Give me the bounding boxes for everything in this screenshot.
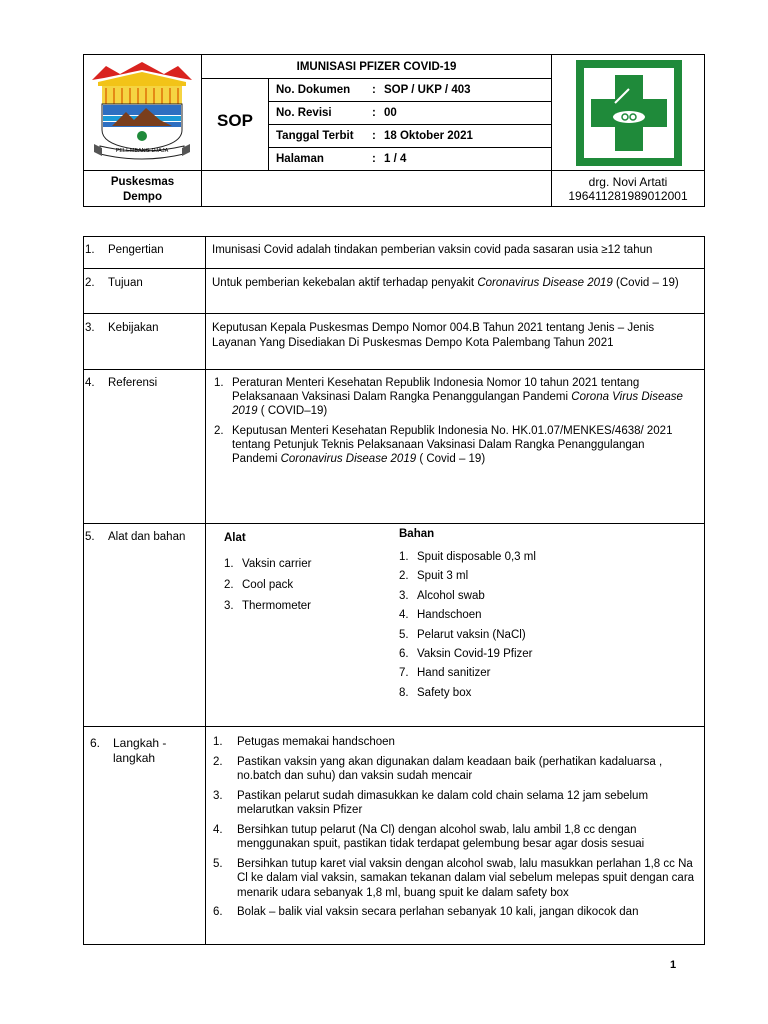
org-name-line1: Puskesmas bbox=[110, 176, 175, 188]
section-number-3: 3. bbox=[85, 322, 95, 334]
list-item: 6. Vaksin Covid-19 Pfizer bbox=[399, 647, 533, 660]
logo-banner-text: PELEMBANG DJAJA bbox=[115, 148, 169, 154]
page-sep: : bbox=[372, 153, 376, 165]
list-item: 6. Bolak – balik vial vaksin secara perlahan sebanyak 10 kali, jangan dikocok dan bbox=[213, 906, 639, 918]
signer-id: 196411281989012001 bbox=[568, 189, 688, 203]
referensi-list bbox=[214, 376, 684, 466]
list-item: 1. Petugas memakai handschoen bbox=[213, 736, 395, 748]
puskesmas-cross-logo bbox=[575, 59, 683, 167]
list-item: 8. Safety box bbox=[399, 686, 472, 699]
sop-label: SOP bbox=[217, 111, 253, 130]
doc-number-value: SOP / UKP / 403 bbox=[384, 84, 471, 96]
revision-label: No. Revisi bbox=[276, 107, 332, 119]
section-label-referensi: Referensi bbox=[108, 377, 158, 389]
section-label-tujuan: Tujuan bbox=[108, 277, 143, 289]
section-label-langkah-2: langkah bbox=[113, 751, 156, 765]
list-item: 2. Spuit 3 ml bbox=[399, 570, 469, 583]
issue-date-label: Tanggal Terbit bbox=[276, 130, 354, 142]
list-item: 1. Vaksin carrier bbox=[224, 558, 312, 570]
pengertian-text: Imunisasi Covid adalah tindakan pemberian vaksin covid pada sasaran usia ≥12 tahun bbox=[212, 244, 653, 256]
page-value: 1 / 4 bbox=[384, 153, 407, 165]
list-item: 2. Cool pack bbox=[224, 579, 294, 591]
list-item: 4. Bersihkan tutup pelarut (Na Cl) dengan alcohol swab, lalu ambil 1,8 cc dengan menggunakan spuit, pastikan tidak terdapat gelembung besar agar dosis sesuai bbox=[213, 823, 645, 850]
alat-list bbox=[224, 557, 394, 620]
list-item: 5. Pelarut vaksin (NaCl) bbox=[399, 628, 526, 641]
issue-date-sep: : bbox=[372, 130, 376, 142]
revision-value: 00 bbox=[384, 107, 397, 119]
alat-title: Alat bbox=[224, 532, 246, 544]
table-bottom-mask bbox=[206, 945, 704, 959]
org-name-line2: Dempo bbox=[123, 191, 162, 203]
section-number-4: 4. bbox=[85, 377, 95, 389]
list-item: 3. Alcohol swab bbox=[399, 589, 485, 602]
list-item: 4. Handschoen bbox=[399, 609, 482, 622]
tujuan-text-c: (Covid – 19) bbox=[612, 277, 679, 289]
kebijakan-text: Keputusan Kepala Puskesmas Dempo Nomor 004.B Tahun 2021 tentang Jenis – Jenis Layanan Yang Disediakan Di Puskesmas Dempo Kota Palembang Tahun 2021 bbox=[212, 322, 655, 349]
tujuan-text-italic: Coronavirus Disease 2019 bbox=[477, 277, 613, 289]
palembang-logo bbox=[90, 60, 194, 164]
list-item: 3. Thermometer bbox=[224, 600, 312, 612]
revision-sep: : bbox=[372, 107, 376, 119]
signer-name: drg. Novi Artati bbox=[588, 175, 668, 189]
issue-date-value: 18 Oktober 2021 bbox=[384, 130, 473, 142]
section-number-5: 5. bbox=[85, 531, 95, 543]
bahan-title: Bahan bbox=[399, 528, 435, 540]
langkah-list bbox=[213, 735, 699, 925]
page-number: 1 bbox=[670, 959, 677, 971]
section-number-6: 6. bbox=[90, 736, 101, 750]
list-item: 5. Bersihkan tutup karet vial vaksin dengan alcohol swab, lalu masukkan perlahan 1,8 cc Na Cl ke dalam vial vaksin, samakan tekanan dalam vial sebelum melepas spuit dengan cara menarik udara sebanyak 1,8 ml, buang spuit ke dalam safety box bbox=[213, 857, 695, 899]
list-item: 2. Pastikan vaksin yang akan digunakan dalam keadaan baik (perhatikan kadaluarsa , no.batch dan suhu) dan vaksin sudah mencair bbox=[213, 755, 663, 782]
doc-number-label: No. Dokumen bbox=[276, 84, 351, 96]
section-label-pengertian: Pengertian bbox=[108, 244, 164, 256]
bahan-list bbox=[399, 550, 599, 705]
section-label-alat-bahan: Alat dan bahan bbox=[108, 531, 186, 543]
list-item: 1. Spuit disposable 0,3 ml bbox=[399, 551, 536, 563]
list-item: 1. Peraturan Menteri Kesehatan Republik Indonesia Nomor 10 tahun 2021 tentang Pelaksanaan Vaksinasi Dalam Rangka Penanggulangan Pandemi Corona Virus Disease 2019 ( COVID–19) bbox=[214, 377, 683, 417]
tujuan-text-a: Untuk pemberian kekebalan aktif terhadap penyakit bbox=[212, 277, 478, 289]
section-number-2: 2. bbox=[85, 277, 95, 289]
doc-number-sep: : bbox=[372, 84, 376, 96]
list-item: 7. Hand sanitizer bbox=[399, 667, 491, 680]
document-title: IMUNISASI PFIZER COVID-19 bbox=[296, 61, 457, 73]
list-item: 2. Keputusan Menteri Kesehatan Republik Indonesia No. HK.01.07/MENKES/4638/ 2021 tentang Petunjuk Teknis Pelaksanaan Vaksinasi Dalam Rangka Penanggulangan Pandemi Coronavirus Disease 2019 ( Covid – 19) bbox=[214, 425, 673, 465]
tujuan-text bbox=[212, 276, 700, 291]
section-label-kebijakan: Kebijakan bbox=[108, 322, 159, 334]
section-label-langkah-1: Langkah - bbox=[113, 736, 167, 750]
page-label: Halaman bbox=[276, 153, 324, 165]
section-number-1: 1. bbox=[85, 244, 95, 256]
list-item: 3. Pastikan pelarut sudah dimasukkan ke dalam cold chain selama 12 jam sebelum melarutkan vaksin Pfizer bbox=[213, 789, 649, 816]
